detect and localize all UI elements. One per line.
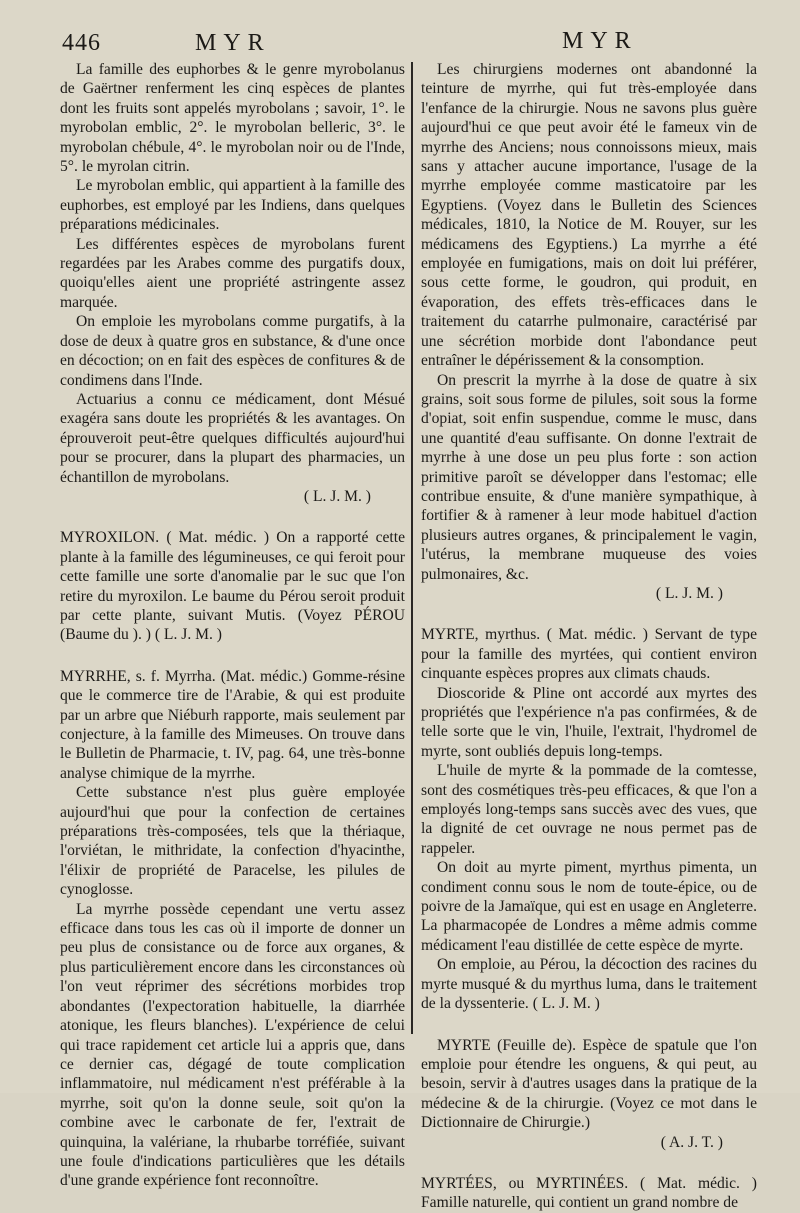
myrrhe-paragraph-3: La myrrhe possède cependant une vertu assez efficace dans tous les cas où il importe de donner un peu plus de consistance ou de force aux organes, & plus particulièrement encore dans les circonstances où l'on veut réprimer des sécrétions morbides trop abondantes (l'expectoration habituelle, la diarrhée atonique, les fleurs blanches). L'expérience de celui qui trace rapidement cet article lui a appris que, dans ce dernier cas, dégagé de toute complication inflammatoire, nul médicament n'est préférable à la myrrhe, soit qu'on la donne seule, soit qu'on la combine avec le carbonate de fer, l'extrait de quinquina, la valériane, la rhubarbe torréfiée, suivant une foule d'indications particulières que les détails d'une grande expérience font reconnoître.	[60, 900, 405, 1190]
left-column	[60, 60, 405, 1191]
entry-myrrhe: MYRRHE, s. f. Myrrha. (Mat. médic.) Gomme-résine que le commerce tire de l'Arabie, & qui est produite par un arbre que Niéburh rapporte, mais seulement par conjecture, à la famille des Mimeuses. On trouve dans le Bulletin de Pharmacie, t. IV, pag. 64, une très-bonne analyse chimique de la myrrhe.	[60, 667, 405, 782]
myrte-paragraph-5: On emploie, au Pérou, la décoction des racines du myrte musqué & du myrthus luma, dans le traitement de la dyssenterie. ( L. J. M. )	[421, 956, 757, 1013]
myrte-paragraph-2: Dioscoride & Pline ont accordé aux myrtes des propriétés que l'expérience n'a pas confirmées, & de telle sorte que le vin, l'huile, l'extrait, l'hydromel de myrte, sont oubliés depuis long-temps.	[421, 684, 757, 760]
myrobolans-paragraph-2: Le myrobolan emblic, qui appartient à la famille des euphorbes, est employé par les Indiens, dans quelques préparations médicinales.	[60, 177, 405, 234]
entry-myrte: MYRTE, myrthus. ( Mat. médic. ) Servant de type pour la famille des myrtées, qui contient environ cinquante espèces propres aux climats chauds.	[421, 626, 757, 683]
signature: ( A. J. T. )	[660, 1133, 723, 1151]
running-head-right: MYR	[562, 28, 638, 54]
entry-myrtees: MYRTÉES, ou MYRTINÉES. ( Mat. médic. ) Famille naturelle, qui contient un grand nombre de	[421, 1174, 757, 1212]
entry-myroxilon: MYROXILON. ( Mat. médic. ) On a rapporté cette plante à la famille des légumineuses, ce qui feroit pour cette famille une sorte d'anomalie par le suc que l'on retire du myroxilon. Le baume du Pérou seroit produit par cette plante, suivant Mutis. (Voyez PÉROU (Baume du ). ) ( L. J. M. )	[60, 529, 405, 644]
myrrhe-paragraph-4: Les chirurgiens modernes ont abandonné la teinture de myrrhe, qui fut très-employée dans l'enfance de la chirurgie. Nous ne savons plus guère aujourd'hui ce que peut avoir été le fameux vin de myrrhe des Anciens; nous connoissons mieux, mais sans y attacher aucune importance, l'usage de la myrrhe employée comme masticatoire par les Egyptiens. (Voyez dans le Bulletin des Sciences médicales, 1810, la Notice de M. Rouyer, sur les médicamens des Egyptiens.) La myrrhe a été employée en fumigations, mais on doit lui préférer, sous cette forme, le goudron, qui produit, en évaporation, des effets très-efficaces dans le traitement du catarrhe pulmonaire, caractérisé par une sécrétion morbide dont l'abondance peut entraîner le dépérissement & la consomption.	[421, 61, 757, 370]
column-rule	[411, 62, 413, 1034]
myrobolans-paragraph-4: On emploie les myrobolans comme purgatifs, à la dose de deux à quatre gros en substance, & d'une once en décoction; on en fait des espèces de confitures & de condimens dans l'Inde.	[60, 313, 405, 389]
signature: ( L. J. M. )	[303, 487, 371, 505]
myrte-paragraph-3: L'huile de myrte & la pommade de la comtesse, sont des cosmétiques très-peu efficaces, & que l'on a employés long-temps sans succès avec des vues, que la dignité de cet ouvrage ne nous permet pas de rappeler.	[421, 762, 757, 857]
myrobolans-paragraph-5: Actuarius a connu ce médicament, dont Mésué exagéra sans doute les propriétés & les avantages. On éprouveroit peut-être quelques difficultés aujourd'hui pour se procurer, dans la plupart des pharmacies, un échantillon de myrobolans.	[60, 390, 405, 486]
myrte-paragraph-4: On doit au myrte piment, myrthus pimenta, un condiment connu sous le nom de toute-épice, ou de poivre de la Jamaïque, qui est en usage en Angleterre. La pharmacopée de Londres a même admis comme médicament l'eau distillée de cette espèce de myrte.	[421, 859, 757, 954]
page-header	[0, 22, 800, 62]
myrobolans-paragraph-1: La famille des euphorbes & le genre myrobolanus de Gaërtner renferment les cinq espèces de plantes dont les fruits sont appelés myrobolans ; savoir, 1°. le myrobolan emblic, 2°. le myrobolan belleric, 3°. le myrobolan chébule, 4°. le myrobolan noir ou de l'Inde, 5°. le myrolan citrin.	[60, 61, 405, 176]
signature: ( L. J. M. )	[655, 584, 723, 602]
myrobolans-paragraph-3: Les différentes espèces de myrobolans furent regardées par les Arabes comme des purgatifs doux, quoiqu'elles aient une propriété astringente assez marquée.	[60, 235, 405, 311]
right-column	[421, 60, 757, 1213]
myrrhe-paragraph-5: On prescrit la myrrhe à la dose de quatre à six grains, soit sous forme de pilules, soit sous la forme d'opiat, soit enfin suspendue, comme le musc, dans une quantité d'eau suffisante. On donne l'extrait de myrrhe à une dose un peu plus forte : son action primitive paroît se développer dans l'estomac; elle contribue ensuite, & d'une manière sympathique, à fortifier & à ramener à leur mode habituel d'action plusieurs autres organes, & principalement le vagin, l'utérus, la membrane muqueuse des voies pulmonaires, &c.	[421, 371, 757, 583]
running-head-left: MYR	[195, 30, 271, 56]
myrrhe-paragraph-2: Cette substance n'est plus guère employée aujourd'hui que pour la confection de certaines préparations très-composées, tels que la thériaque, l'orviétan, le mithridate, la confection d'hyacinthe, l'élixir de propriété de Paracelse, les pilules de cynoglosse.	[60, 784, 405, 899]
entry-feuille-de-myrte: MYRTE (Feuille de). Espèce de spatule que l'on emploie pour étendre les onguens, & qui peut, au besoin, servir à d'autres usages dans la pratique de la médecine & de la chirurgie. (Voyez ce mot dans le Dictionnaire de Chirurgie.)	[421, 1036, 757, 1132]
page-number: 446	[62, 30, 101, 56]
